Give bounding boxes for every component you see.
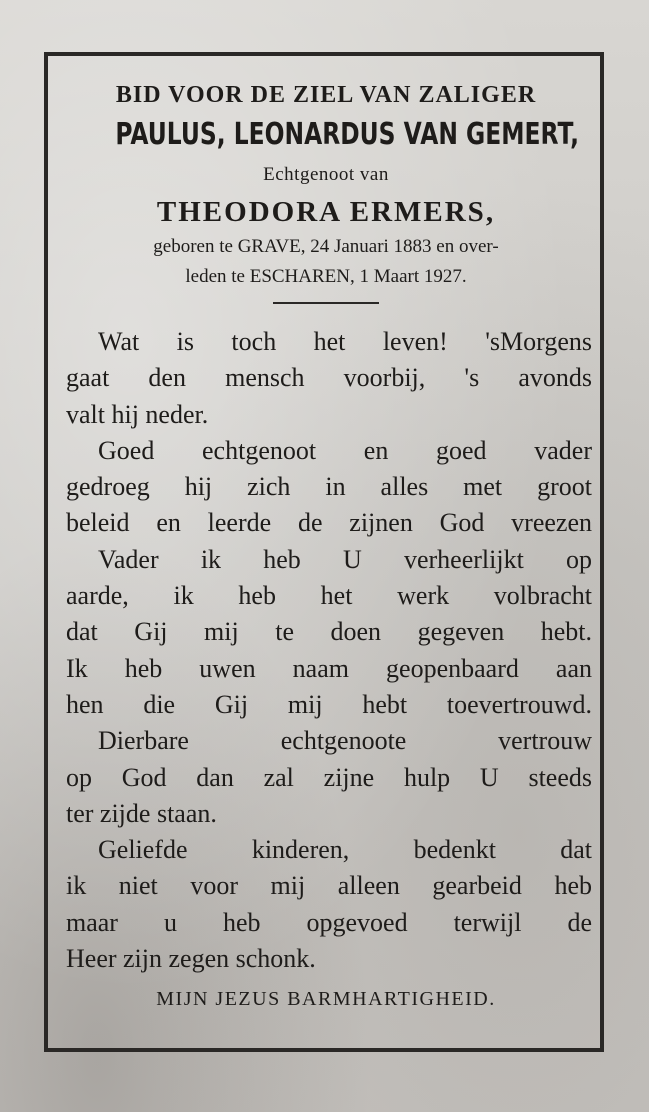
spouse-name: THEODORA ERMERS, xyxy=(156,196,496,228)
text-line: Wat is toch het leven! 'sMorgens xyxy=(98,327,592,356)
deceased-name: PAULUS, LEONARDUS VAN GEMERT, xyxy=(115,117,580,152)
prayer-heading: BID VOOR DE ZIEL VAN ZALIGER xyxy=(115,82,537,108)
birth-line: geboren te GRAVE, 24 Januari 1883 en over- xyxy=(153,236,499,257)
text-line: Vader ik heb U verheerlijkt op xyxy=(98,544,592,574)
text-line: Geliefde kinderen, bedenkt dat xyxy=(98,835,592,865)
card-content xyxy=(56,78,596,1017)
text-line: Heer zijn zegen schonk. xyxy=(66,944,316,974)
separator-rule xyxy=(273,302,379,304)
memorial-text xyxy=(56,324,592,977)
text-line: maar u heb opgevoed terwijl de xyxy=(66,907,592,937)
text-line: ter zijde staan. xyxy=(66,798,217,828)
text-line: valt hij neder. xyxy=(66,399,209,429)
text-line: gedroeg hij zich in alles met groot xyxy=(66,472,592,502)
text-line: hen die Gij mij hebt toevertrouwd. xyxy=(66,689,592,719)
text-line: dat Gij mij te doen gegeven hebt. xyxy=(66,617,592,647)
relation-label: Echtgenoot van xyxy=(263,164,389,185)
text-line: Dierbare echtgenoote vertrouw xyxy=(98,726,592,756)
text-line: op God dan zal zijne hulp U steeds xyxy=(66,762,592,792)
text-line: beleid en leerde de zijnen God vreezen xyxy=(66,508,592,538)
text-line: Ik heb uwen naam geopenbaard aan xyxy=(66,653,592,683)
closing-invocation: MIJN JEZUS BARMHARTIGHEID. xyxy=(156,988,496,1011)
text-line: Goed echtgenoot en goed vader xyxy=(98,435,592,465)
text-line: gaat den mensch voorbij, 's avonds xyxy=(66,363,592,393)
death-line: leden te ESCHAREN, 1 Maart 1927. xyxy=(185,266,467,287)
text-line: ik niet voor mij alleen gearbeid heb xyxy=(66,871,592,901)
text-line: aarde, ik heb het werk volbracht xyxy=(66,581,592,611)
